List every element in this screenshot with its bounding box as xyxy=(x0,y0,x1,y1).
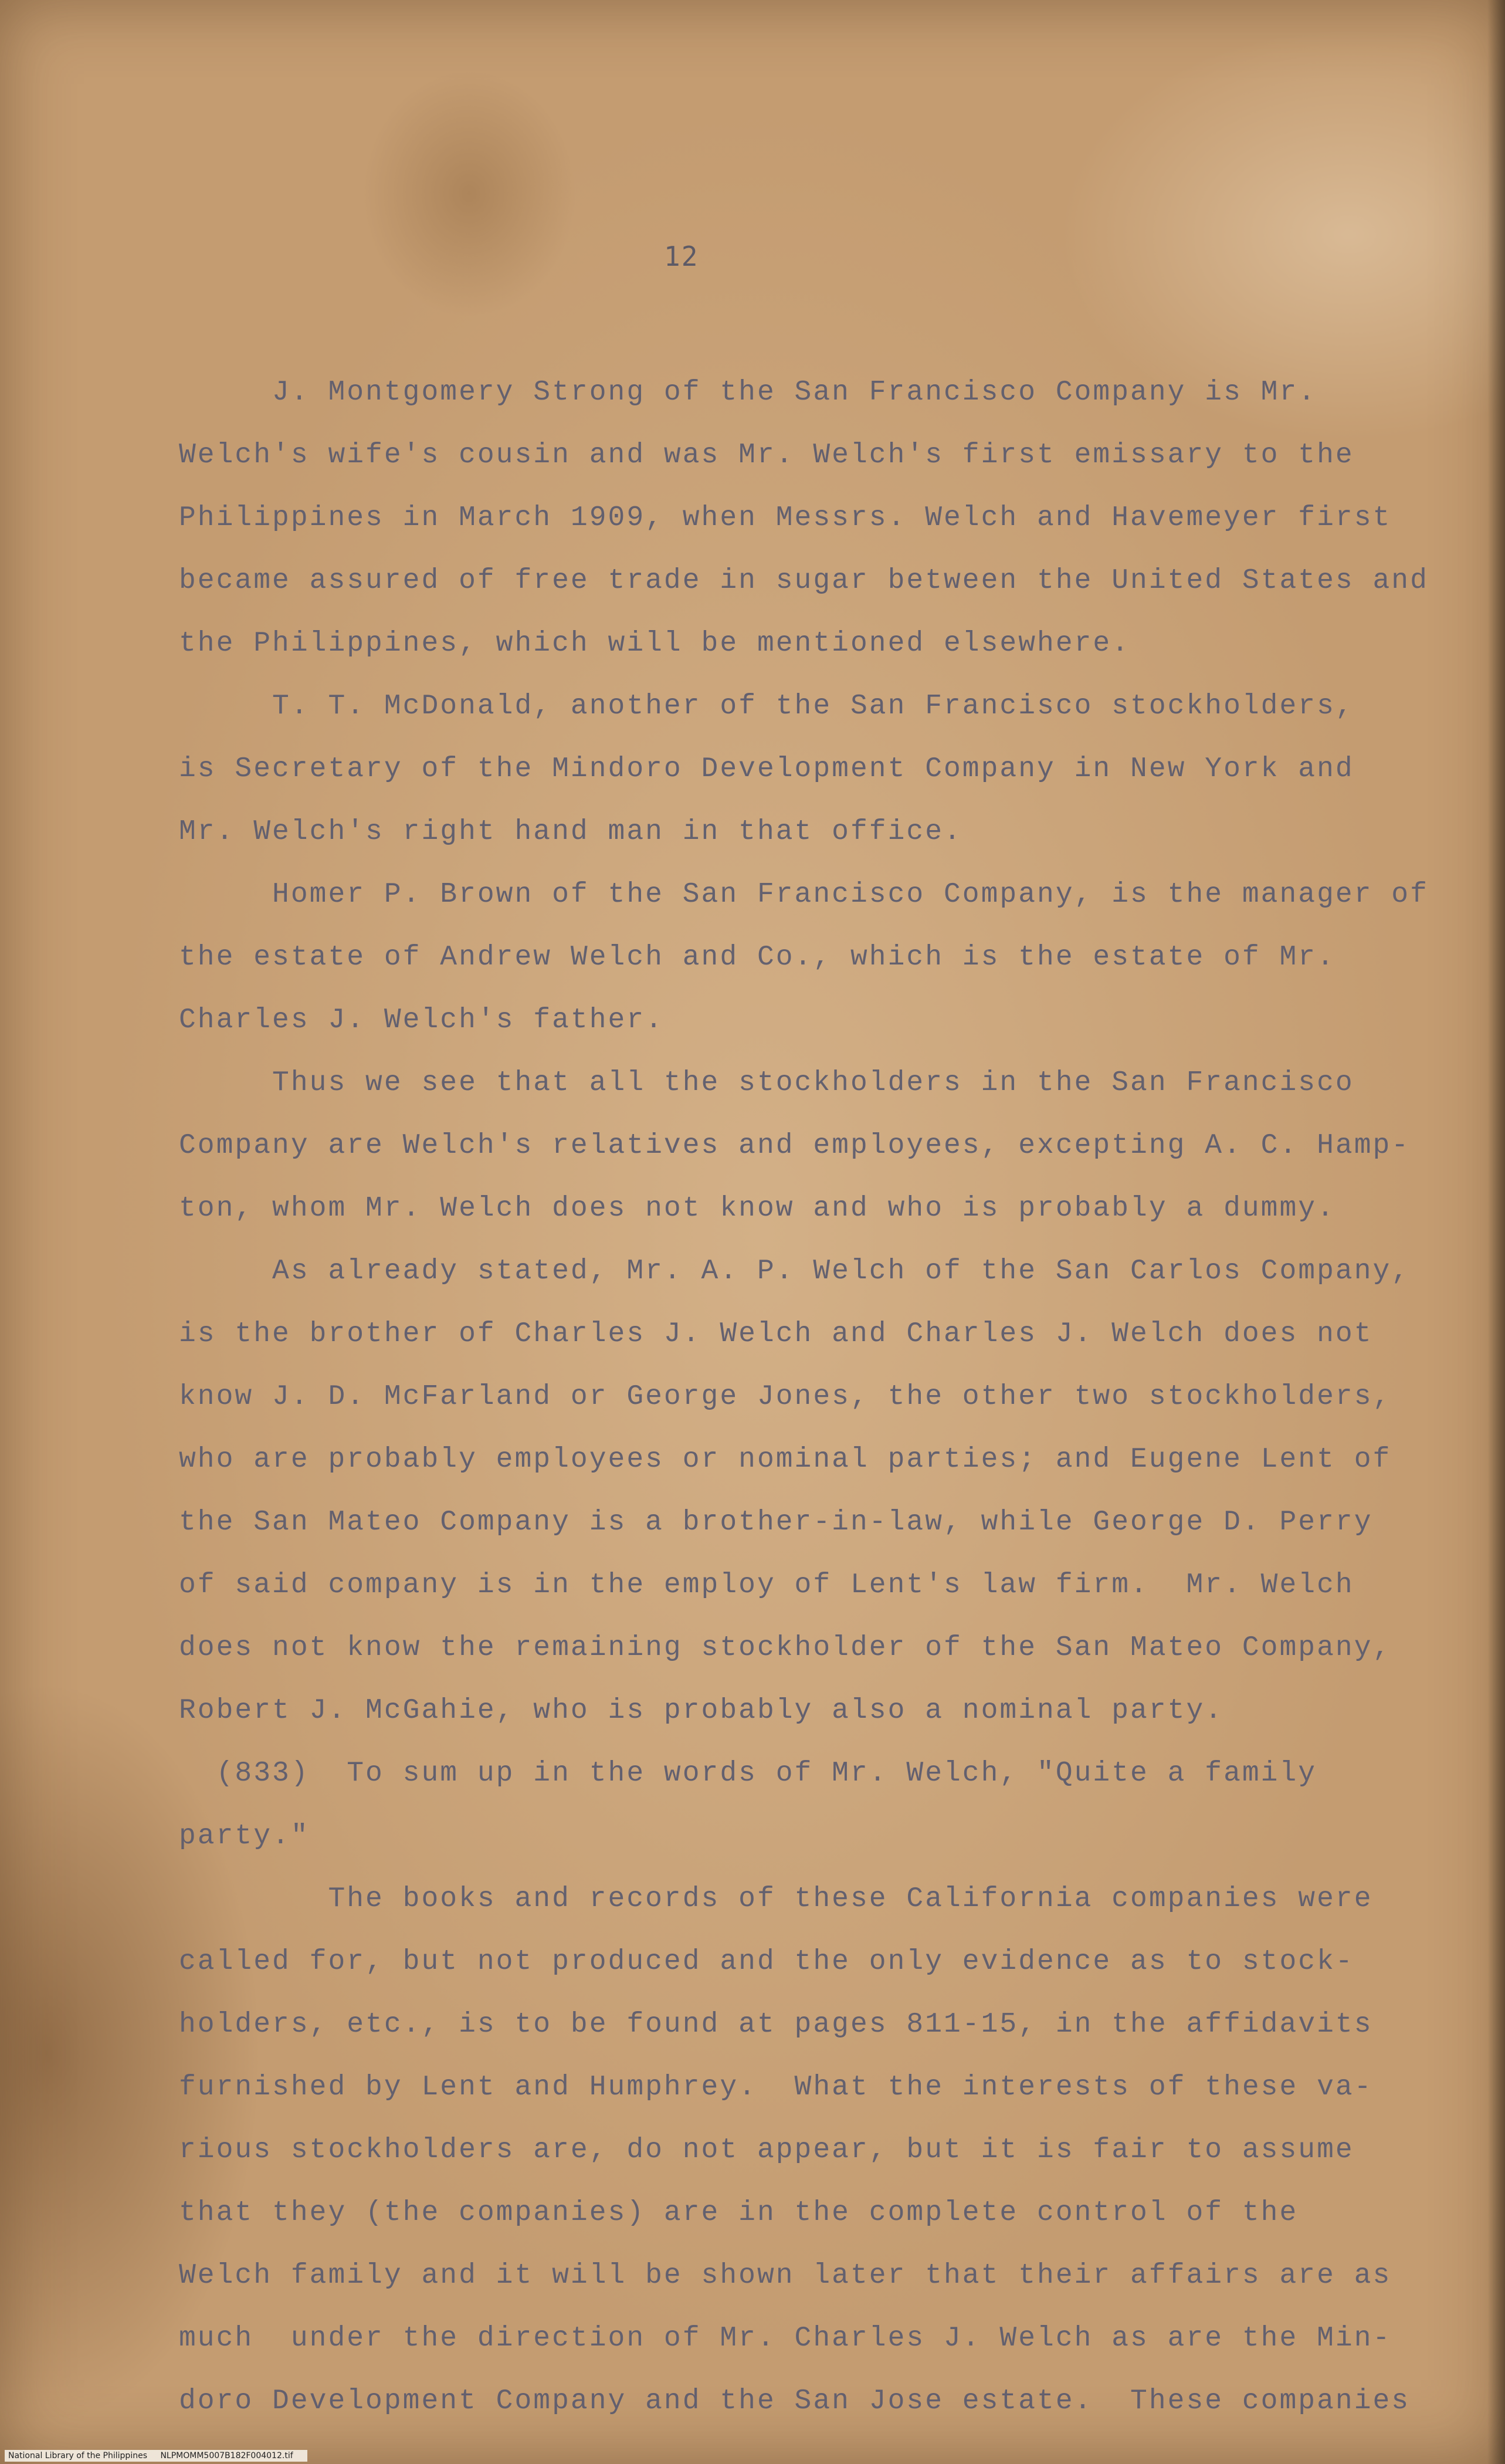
text-line: Charles J. Welch's father. xyxy=(179,1004,664,1036)
page-number: 12 xyxy=(664,241,699,272)
text-line: Company are Welch's relatives and employees, excepting A. C. Hamp- xyxy=(179,1130,1411,1162)
text-line: Mr. Welch's right hand man in that office. xyxy=(179,816,962,848)
text-line: know J. D. McFarland or George Jones, the other two stockholders, xyxy=(179,1381,1392,1413)
text-line: J. Montgomery Strong of the San Francisco Company is Mr. xyxy=(179,377,1317,408)
text-line: of said company is in the employ of Lent's law firm. Mr. Welch xyxy=(179,1569,1354,1601)
text-line: T. T. McDonald, another of the San Francisco stockholders, xyxy=(179,691,1354,722)
text-line: party." xyxy=(179,1820,310,1852)
text-line: doro Development Company and the San Jose estate. These companies xyxy=(179,2385,1411,2417)
text-line: Welch family and it will be shown later that their affairs are as xyxy=(179,2260,1392,2292)
text-line: became assured of free trade in sugar between the United States and xyxy=(179,565,1429,597)
text-line: that they (the companies) are in the complete control of the xyxy=(179,2197,1299,2229)
text-line: is the brother of Charles J. Welch and Charles J. Welch does not xyxy=(179,1318,1373,1350)
text-line: The books and records of these California companies were xyxy=(179,1883,1373,1915)
text-line: ton, whom Mr. Welch does not know and who is probably a dummy. xyxy=(179,1193,1335,1224)
text-line: who are probably employees or nominal parties; and Eugene Lent of xyxy=(179,1444,1392,1475)
library-credit: National Library of the Philippines xyxy=(8,2451,147,2460)
scan-footer xyxy=(5,2450,307,2462)
text-line: Philippines in March 1909, when Messrs. Welch and Havemeyer first xyxy=(179,502,1392,534)
scan-edge-shadow xyxy=(1487,0,1505,2464)
text-line: called for, but not produced and the only evidence as to stock- xyxy=(179,1946,1354,1978)
text-line: (833) To sum up in the words of Mr. Welch, "Quite a family xyxy=(179,1758,1317,1789)
text-line: much under the direction of Mr. Charles J. Welch as are the Min- xyxy=(179,2323,1392,2354)
text-line: the San Mateo Company is a brother-in-law, while George D. Perry xyxy=(179,1507,1373,1538)
text-line: the estate of Andrew Welch and Co., which is the estate of Mr. xyxy=(179,942,1335,973)
text-line: rious stockholders are, do not appear, but it is fair to assume xyxy=(179,2134,1354,2166)
file-identifier: NLPMOMM5007B182F004012.tif xyxy=(160,2451,293,2460)
text-line: furnished by Lent and Humphrey. What the interests of these va- xyxy=(179,2072,1373,2103)
text-line: Homer P. Brown of the San Francisco Company, is the manager of xyxy=(179,879,1429,911)
text-line: the Philippines, which will be mentioned elsewhere. xyxy=(179,628,1131,659)
text-line: Welch's wife's cousin and was Mr. Welch's first emissary to the xyxy=(179,439,1354,471)
text-line: As already stated, Mr. A. P. Welch of the San Carlos Company, xyxy=(179,1255,1411,1287)
text-line: Robert J. McGahie, who is probably also a nominal party. xyxy=(179,1695,1224,1727)
typewritten-body xyxy=(179,361,1440,2433)
text-line: does not know the remaining stockholder of the San Mateo Company, xyxy=(179,1632,1392,1664)
text-line: is Secretary of the Mindoro Development Company in New York and xyxy=(179,753,1354,785)
text-line: Thus we see that all the stockholders in the San Francisco xyxy=(179,1067,1354,1099)
text-line: holders, etc., is to be found at pages 811-15, in the affidavits xyxy=(179,2009,1373,2040)
